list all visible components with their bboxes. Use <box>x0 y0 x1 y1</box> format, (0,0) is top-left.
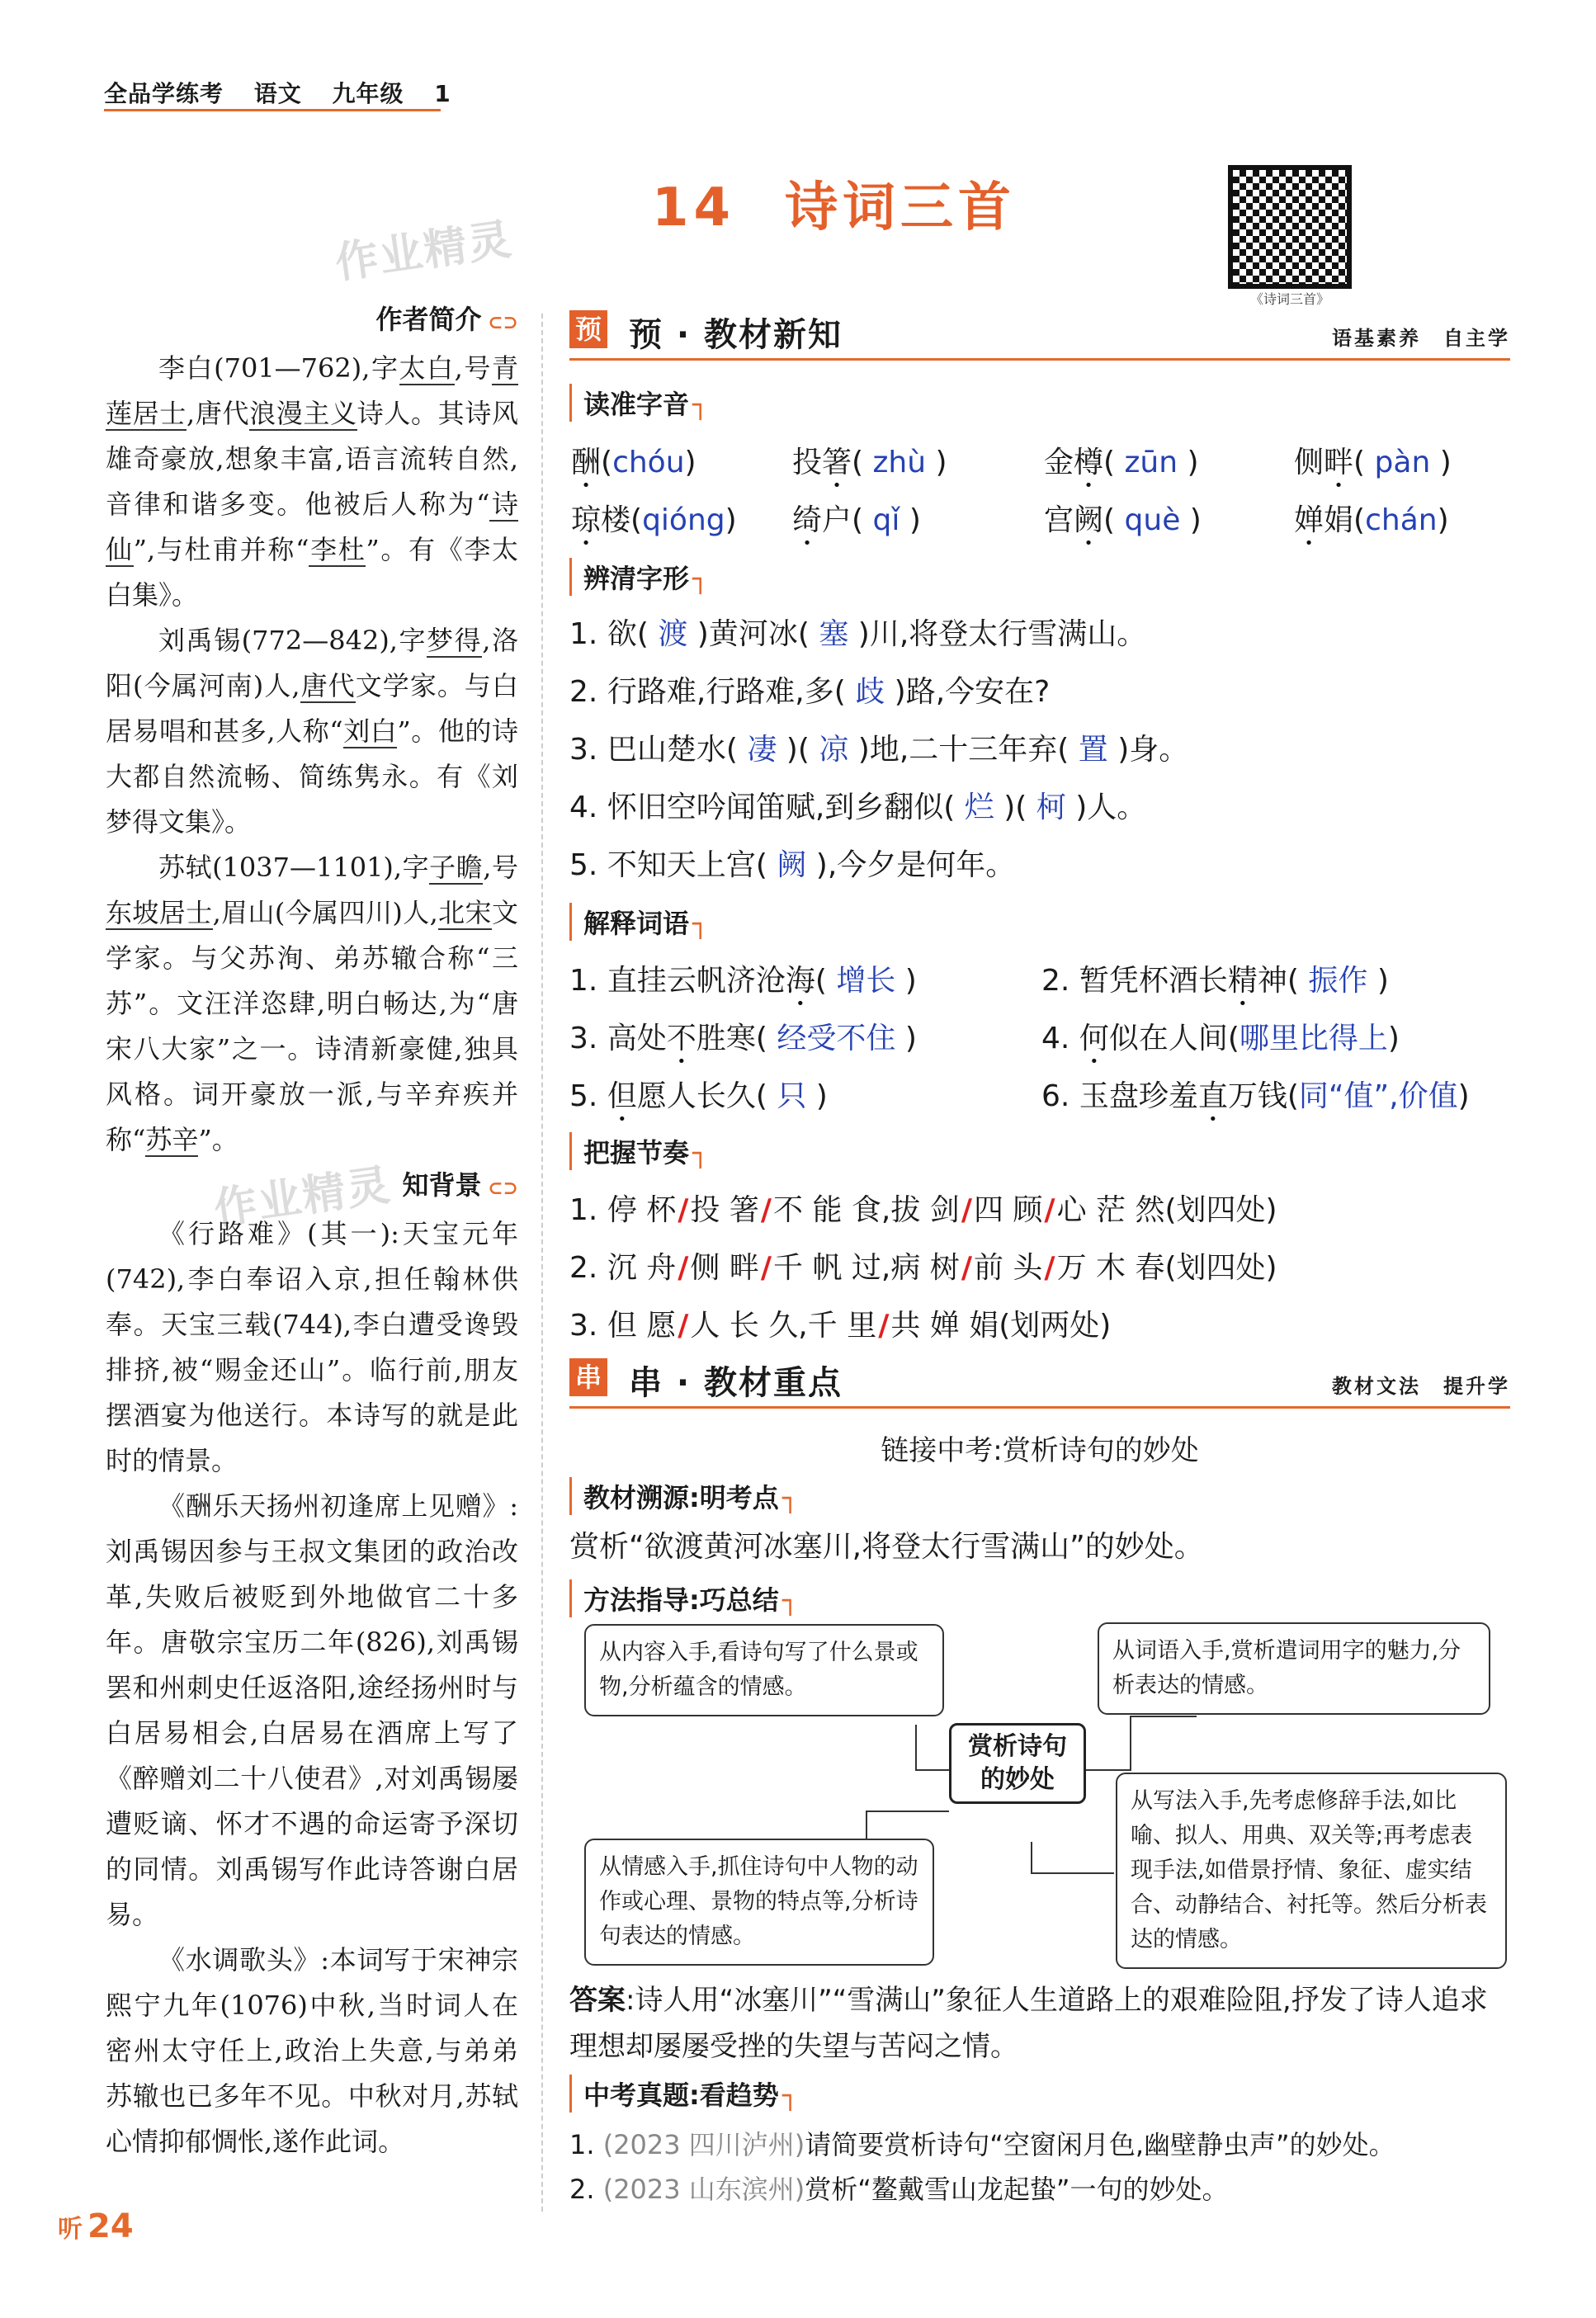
method-box-emotion: 从情感入手,抓住诗句中人物的动作或心理、景物的特点等,分析诗句表达的情感。 <box>584 1839 934 1966</box>
word-item: 6. 玉盘珍羞直万钱(同“值”,价值) <box>1041 1079 1470 1113</box>
grade: 九年级 <box>332 80 404 107</box>
listen-label: 听 <box>58 2215 83 2244</box>
pronounce-item: 投箸( zhù ) <box>792 446 947 479</box>
volume: 1 <box>434 80 451 107</box>
method-box-words: 从词语入手,赏析遣词用字的魅力,分析表达的情感。 <box>1098 1622 1490 1715</box>
char-item: 4. 怀旧空吟闻笛赋,到乡翻似( 烂 )( 柯 )人。 <box>569 791 1147 824</box>
pronounce-item: 侧畔( pàn ) <box>1294 446 1452 479</box>
watermark: 作业精灵 <box>332 215 516 289</box>
exam-heading: 中考真题:看趋势 ┐ <box>569 2075 798 2113</box>
section-subtitle: 语基素养 自主学 <box>1332 327 1510 350</box>
trace-heading: 教材溯源:明考点 ┐ <box>569 1477 798 1515</box>
page-number: 听 24 <box>58 2207 134 2245</box>
pronounce-item: 婵娟(chán) <box>1294 503 1449 537</box>
section-icon: 串 <box>569 1358 607 1396</box>
word-item: 1. 直挂云帆济沧海( 增长 ) <box>569 964 917 998</box>
char-item: 3. 巴山楚水( 凄 )( 凉 )地,二十三年弃( 置 )身。 <box>569 733 1189 767</box>
words-heading: 解释词语 ┐ <box>569 903 708 941</box>
answer-text: :诗人用“冰塞川”“雪满山”象征人生道路上的艰难险阻,抒发了诗人追求理想却屡屡受挫的失望与苦闷之情。 <box>569 1984 1488 2063</box>
word-item: 4. 何似在人间(哪里比得上) <box>1041 1022 1400 1055</box>
lesson-title <box>652 165 1016 241</box>
background-shuidiaogetou: 《水调歌头》:本词写于宋神宗熙宁九年(1076)中秋,当时词人在密州太守任上,政治上失意,与弟弟苏辙也已多年不见。中秋对月,苏轼心情抑郁惆怅,遂作此词。 <box>106 1944 518 2157</box>
answer-block <box>569 1977 1510 2070</box>
word-item: 5. 但愿人长久( 只 ) <box>569 1079 828 1113</box>
author-sushi: 苏轼(1037—1101),字子瞻,号东坡居士,眉山(今属四川)人,北宋文学家。与父苏洵、弟苏辙合称“三苏”。文汪洋恣肆,明白畅达,为“唐宋八大家”之一。诗清新豪健,独具风格。词开豪放一派,与辛弃疾并称“苏辛”。 <box>106 852 518 1155</box>
link-title: 链接中考:赏析诗句的妙处 <box>881 1434 1199 1467</box>
running-header <box>104 76 473 109</box>
section-icon: 预 <box>569 310 607 348</box>
section-preview-header <box>569 305 1510 361</box>
method-heading: 方法指导:巧总结 ┐ <box>569 1579 798 1617</box>
rhythm-heading: 把握节奏 ┐ <box>569 1132 708 1170</box>
char-item: 1. 欲( 渡 )黄河冰( 塞 )川,将登太行雪满山。 <box>569 617 1147 651</box>
rhythm-item: 2. 沉 舟/侧 畔/千 帆 过,病 树/前 头/万 木 春(划四处) <box>569 1251 1277 1285</box>
watermark: 作业精灵 <box>210 1160 394 1235</box>
author-liuyuxi: 刘禹锡(772—842),字梦得,洛阳(今属河南)人,唐代文学家。与白居易唱和甚多,人称“刘白”。他的诗大都自然流畅、简练隽永。有《刘梦得文集》。 <box>106 625 518 838</box>
char-item: 2. 行路难,行路难,多( 歧 )路,今安在? <box>569 675 1051 709</box>
background-chouletian: 《酬乐天扬州初逢席上见赠》:刘禹锡因参与王叔文集团的政治改革,失败后被贬到外地做官二十多年。唐敬宗宝历二年(826),刘禹锡罢和州刺史任返洛阳,途经扬州时与白居易相会,白居易在酒席上写了《醉赠刘二十八使君》,对刘禹锡屡遭贬谪、怀才不遇的命运寄予深切的同情。刘禹锡写作此诗答谢白居易。 <box>106 1490 518 1930</box>
author-heading: 作者简介 ⊂⊃ <box>106 297 518 346</box>
header-rule <box>104 109 441 111</box>
subject: 语文 <box>253 80 302 107</box>
left-column <box>106 297 518 2165</box>
section-title: 串 · 教材重点 <box>629 1364 843 1402</box>
pronounce-item: 金樽( zūn ) <box>1044 446 1199 479</box>
method-box-technique: 从写法入手,先考虑修辞手法,如比喻、拟人、用典、双关等;再考虑表现手法,如借景抒情、象征、虚实结合、动静结合、衬托等。然后分析表达的情感。 <box>1116 1773 1507 1969</box>
chars-heading: 辨清字形 ┐ <box>569 558 708 596</box>
answer-label: 答案 <box>569 1984 626 2017</box>
pronounce-item: 绮户( qǐ ) <box>792 503 921 537</box>
section-subtitle: 教材文法 提升学 <box>1332 1375 1510 1398</box>
qr-code-icon[interactable] <box>1228 165 1352 289</box>
lesson-number: 14 <box>652 177 736 238</box>
section-title: 预 · 教材新知 <box>629 316 843 354</box>
author-libai: 李白(701—762),字太白,号青莲居士,唐代浪漫主义诗人。其诗风雄奇豪放,想象丰富,语言流转自然,音律和谐多变。他被后人称为“诗仙”,与杜甫并称“李杜”。有《李太白集》。 <box>106 352 518 611</box>
char-item: 5. 不知天上宫( 阙 ),今夕是何年。 <box>569 848 1016 882</box>
method-box-content: 从内容入手,看诗句写了什么景或物,分析蕴含的情感。 <box>584 1624 944 1716</box>
word-item: 3. 高处不胜寒( 经受不住 ) <box>569 1022 917 1055</box>
column-divider <box>541 314 543 2212</box>
section-focus-header <box>569 1353 1510 1409</box>
method-center-node: 赏析诗句的妙处 <box>949 1723 1086 1804</box>
exam-item: 2. (2023 山东滨州)赏析“鳌戴雪山龙起蛰”一句的妙处。 <box>569 2174 1229 2205</box>
word-item: 2. 暂凭杯酒长精神( 振作 ) <box>1041 964 1389 998</box>
pronounce-item: 酬(chóu) <box>571 446 696 479</box>
background-xinglunan: 《行路难》(其一):天宝元年(742),李白奉诏入京,担任翰林供奉。天宝三载(744),李白遭受谗毁排挤,被“赐金还山”。临行前,朋友摆酒宴为他送行。本诗写的就是此时的情景。 <box>106 1218 518 1476</box>
background-heading: 知背景 ⊂⊃ <box>106 1163 518 1211</box>
rhythm-item: 1. 停 杯/投 箸/不 能 食,拔 剑/四 顾/心 茫 然(划四处) <box>569 1193 1277 1227</box>
lesson-name: 诗词三首 <box>785 177 1017 238</box>
pronounce-item: 琼楼(qióng) <box>571 503 737 537</box>
qr-caption: 《诗词三首》 <box>1249 291 1329 307</box>
brand: 全品学练考 <box>104 80 224 107</box>
pronounce-item: 宫阙( què ) <box>1044 503 1202 537</box>
trace-question: 赏析“欲渡黄河冰塞川,将登太行雪满山”的妙处。 <box>569 1530 1204 1564</box>
rhythm-item: 3. 但 愿/人 长 久,千 里/共 婵 娟(划两处) <box>569 1309 1112 1343</box>
exam-item: 1. (2023 四川泸州)请简要赏析诗句“空窗闲月色,幽壁静虫声”的妙处。 <box>569 2129 1395 2160</box>
pronounce-heading: 读准字音 ┐ <box>569 384 708 422</box>
